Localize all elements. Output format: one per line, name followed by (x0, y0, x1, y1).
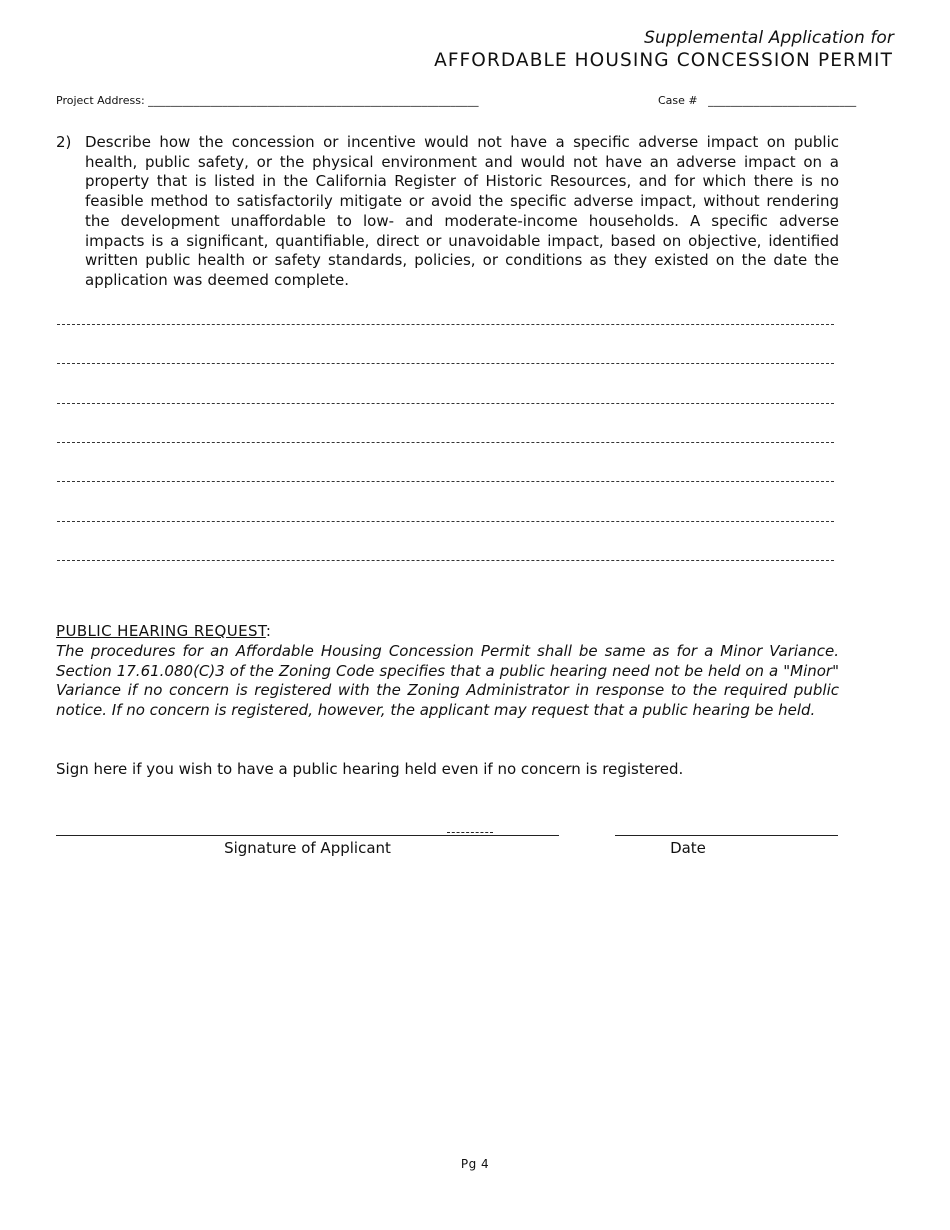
answer-line[interactable] (57, 324, 834, 325)
sign-instruction: Sign here if you wish to have a public hearing held even if no concern is registered. (56, 760, 684, 778)
project-address-label: Project Address: (56, 94, 145, 107)
answer-line[interactable] (57, 560, 834, 561)
public-hearing-heading (56, 622, 271, 640)
signature-line-dash (447, 832, 493, 833)
answer-line[interactable] (57, 403, 834, 404)
public-hearing-heading-text: PUBLIC HEARING REQUEST (56, 622, 266, 640)
form-title: AFFORDABLE HOUSING CONCESSION PERMIT (434, 50, 893, 71)
case-number-blank[interactable]: __________________________ (708, 94, 857, 107)
case-number-label: Case # (658, 94, 698, 107)
public-hearing-text: The procedures for an Affordable Housing Concession Permit shall be same as for a Minor Variance. Section 17.61.080(C)3 of the Zoning Code specifies that a public hearing need not be held on a "Minor" Variance if no concern is registered with the Zoning Administrator in response to the required public notice. If no concern is registered, however, the applicant may request that a public hearing be held. (56, 642, 839, 720)
form-subtitle: Supplemental Application for (644, 28, 894, 48)
date-line[interactable] (615, 835, 838, 836)
answer-line[interactable] (57, 363, 834, 364)
signature-label: Signature of Applicant (224, 839, 391, 857)
answer-line[interactable] (57, 442, 834, 443)
public-hearing-heading-colon: : (265, 622, 272, 640)
page-number: Pg 4 (460, 1157, 490, 1171)
answer-line[interactable] (57, 481, 834, 482)
question-number: 2) (56, 133, 72, 151)
question-text: Describe how the concession or incentive would not have a specific adverse impact on public health, public safety, or the physical environment and would not have an adverse impact on a property that is listed in the California Register of Historic Resources, and for which there is no feasible method to satisfactorily mitigate or avoid the specific adverse impact, without rendering the development unaffordable to low- and moderate-income households. A specific adverse impacts is a significant, quantifiable, direct or unavoidable impact, based on objective, identified written public health or safety standards, policies, or conditions as they existed on the date the application was deemed complete. (85, 133, 839, 289)
project-address-blank[interactable]: __________________________________________________________ (148, 94, 479, 107)
answer-line[interactable] (57, 521, 834, 522)
signature-line[interactable] (56, 835, 559, 836)
project-address-field[interactable] (56, 94, 479, 107)
case-number-field[interactable] (658, 94, 856, 107)
date-label: Date (670, 839, 706, 857)
